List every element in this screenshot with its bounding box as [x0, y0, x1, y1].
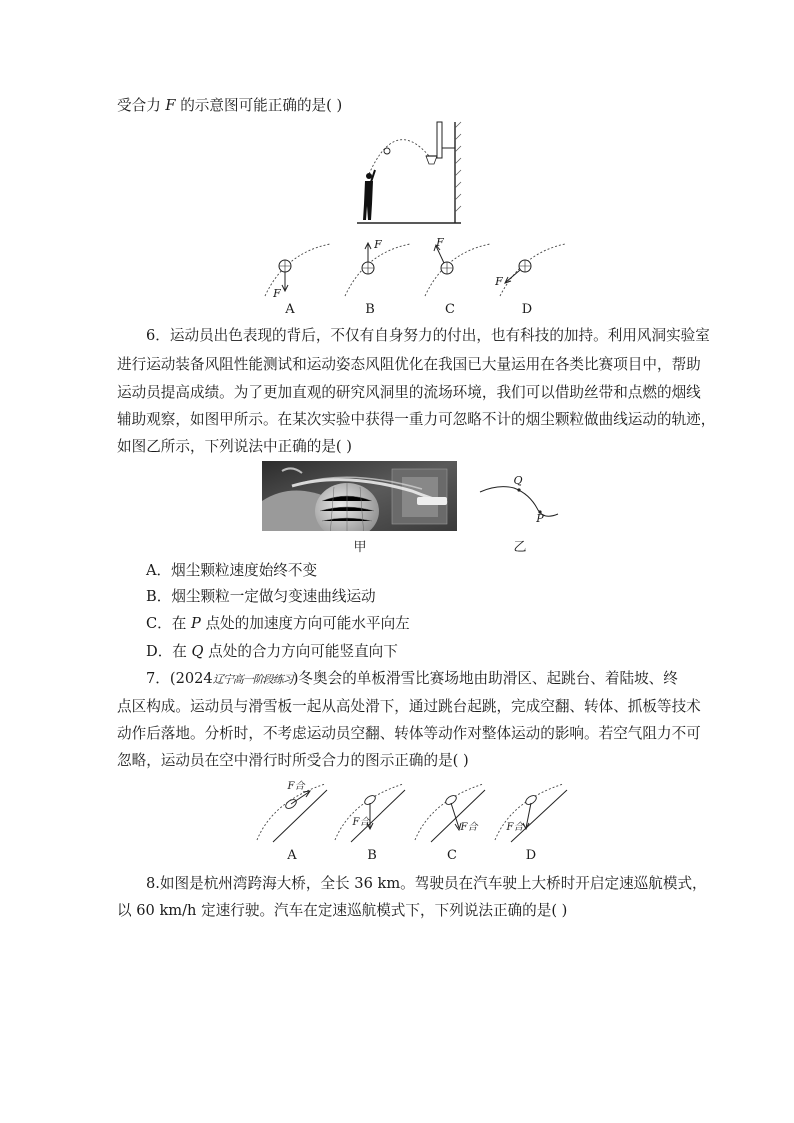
q5-force-label-d: F [495, 275, 503, 288]
q7-line-2: 点区构成。运动员与滑雪板一起从高处滑下，通过跳台起跳，完成空翻、转体、抓板等技术 [117, 698, 701, 715]
q6-option-d-pre: D．在 [146, 643, 192, 660]
q7-diagram-c [415, 784, 485, 842]
q6-line-3: 运动员提高成绩。为了更加直观的研究风洞里的流场环境，我们可以借助丝带和点燃的烟线 [117, 384, 701, 401]
q6-option-c-post: 点处的加速度方向可能水平向左 [200, 615, 410, 632]
q6-option-c [146, 614, 410, 634]
q7-source-tag: 辽宁高一阶段练习 [212, 673, 293, 686]
q5-option-label-a: A [285, 302, 295, 317]
q7-force-label-b: F合 [352, 817, 370, 828]
q5-option-label-c: C [445, 302, 455, 317]
q5-option-diagrams [260, 238, 570, 300]
q5-text-pre: 受合力 [117, 97, 166, 114]
q5-question-tail [117, 96, 342, 116]
q6-option-c-var: P [191, 615, 201, 632]
q5-option-label-b: B [365, 302, 375, 317]
q6-line-2: 进行运动装备风阻性能测试和运动姿态风阻优化在我国已大量运用在各类比赛项目中，帮助 [117, 356, 701, 373]
q7-option-label-b: B [367, 848, 377, 863]
q6-option-a-text: A．烟尘颗粒速度始终不变 [146, 562, 318, 579]
q7-line-1 [146, 669, 678, 690]
q8-line-2: 以 60 km/h 定速行驶。汽车在定速巡航模式下，下列说法正确的是( ) [117, 902, 568, 919]
q7-line-1-text: )冬奥会的单板滑雪比赛场地由助滑区、起跳台、着陆坡、终 [292, 670, 678, 687]
q7-option-label-c: C [447, 848, 457, 863]
q7-source-pre: 7．(2024 [146, 670, 213, 687]
q7-line-3: 动作后落地。分析时，不考虑运动员空翻、转体等动作对整体运动的影响。若空气阻力不可 [117, 725, 701, 742]
q6-line-1: 6．运动员出色表现的背后，不仅有自身努力的付出，也有科技的加持。利用风洞实验室 [146, 327, 710, 344]
q7-diagram-a [257, 784, 327, 842]
q6-line-4: 辅助观察，如图甲所示。在某次实验中获得一重力可忽略不计的烟尘颗粒做曲线运动的轨迹， [117, 411, 716, 428]
q7-option-label-d: D [525, 848, 537, 863]
q6-option-a [146, 561, 317, 581]
q5-text-var: F [165, 97, 176, 114]
q5-force-label-c: F [436, 236, 444, 249]
q7-option-label-a: A [287, 848, 297, 863]
q5-option-label-d: D [521, 302, 533, 317]
q5-force-label-b: F [374, 238, 382, 251]
figure-yi-label: 乙 [513, 540, 527, 555]
q6-option-c-pre: C．在 [146, 615, 191, 632]
q5-force-label-a: F [273, 287, 281, 300]
q5-diagram-d [500, 244, 565, 296]
q6-option-d-post: 点处的合力方向可能竖直向下 [203, 643, 398, 660]
point-p-label: P [536, 512, 544, 525]
q5-diagram-c [425, 244, 490, 296]
q7-force-label-a: F合 [287, 781, 305, 792]
q5-text-post: 的示意图可能正确的是( ) [175, 97, 343, 114]
point-q-label: Q [513, 474, 523, 487]
q7-diagram-d [495, 784, 567, 842]
q6-line-5: 如图乙所示，下列说法中正确的是( ) [117, 438, 352, 455]
q8-line-1: 8.如图是杭州湾跨海大桥，全长 36 km。驾驶员在汽车驶上大桥时开启定速巡航模式， [146, 875, 707, 892]
q6-option-d [146, 642, 398, 662]
wind-tunnel-photo [262, 461, 457, 531]
q6-option-b-text: B．烟尘颗粒一定做匀变速曲线运动 [146, 588, 376, 605]
q5-basketball-scene [355, 118, 465, 228]
q7-force-label-c: F合 [460, 822, 478, 833]
q7-force-label-d: F合 [506, 822, 524, 833]
figure-jia-label: 甲 [353, 540, 367, 555]
q6-option-b [146, 587, 376, 607]
q6-option-d-var: Q [191, 643, 204, 660]
q7-line-4: 忽略，运动员在空中滑行时所受合力的图示正确的是( ) [117, 752, 469, 769]
